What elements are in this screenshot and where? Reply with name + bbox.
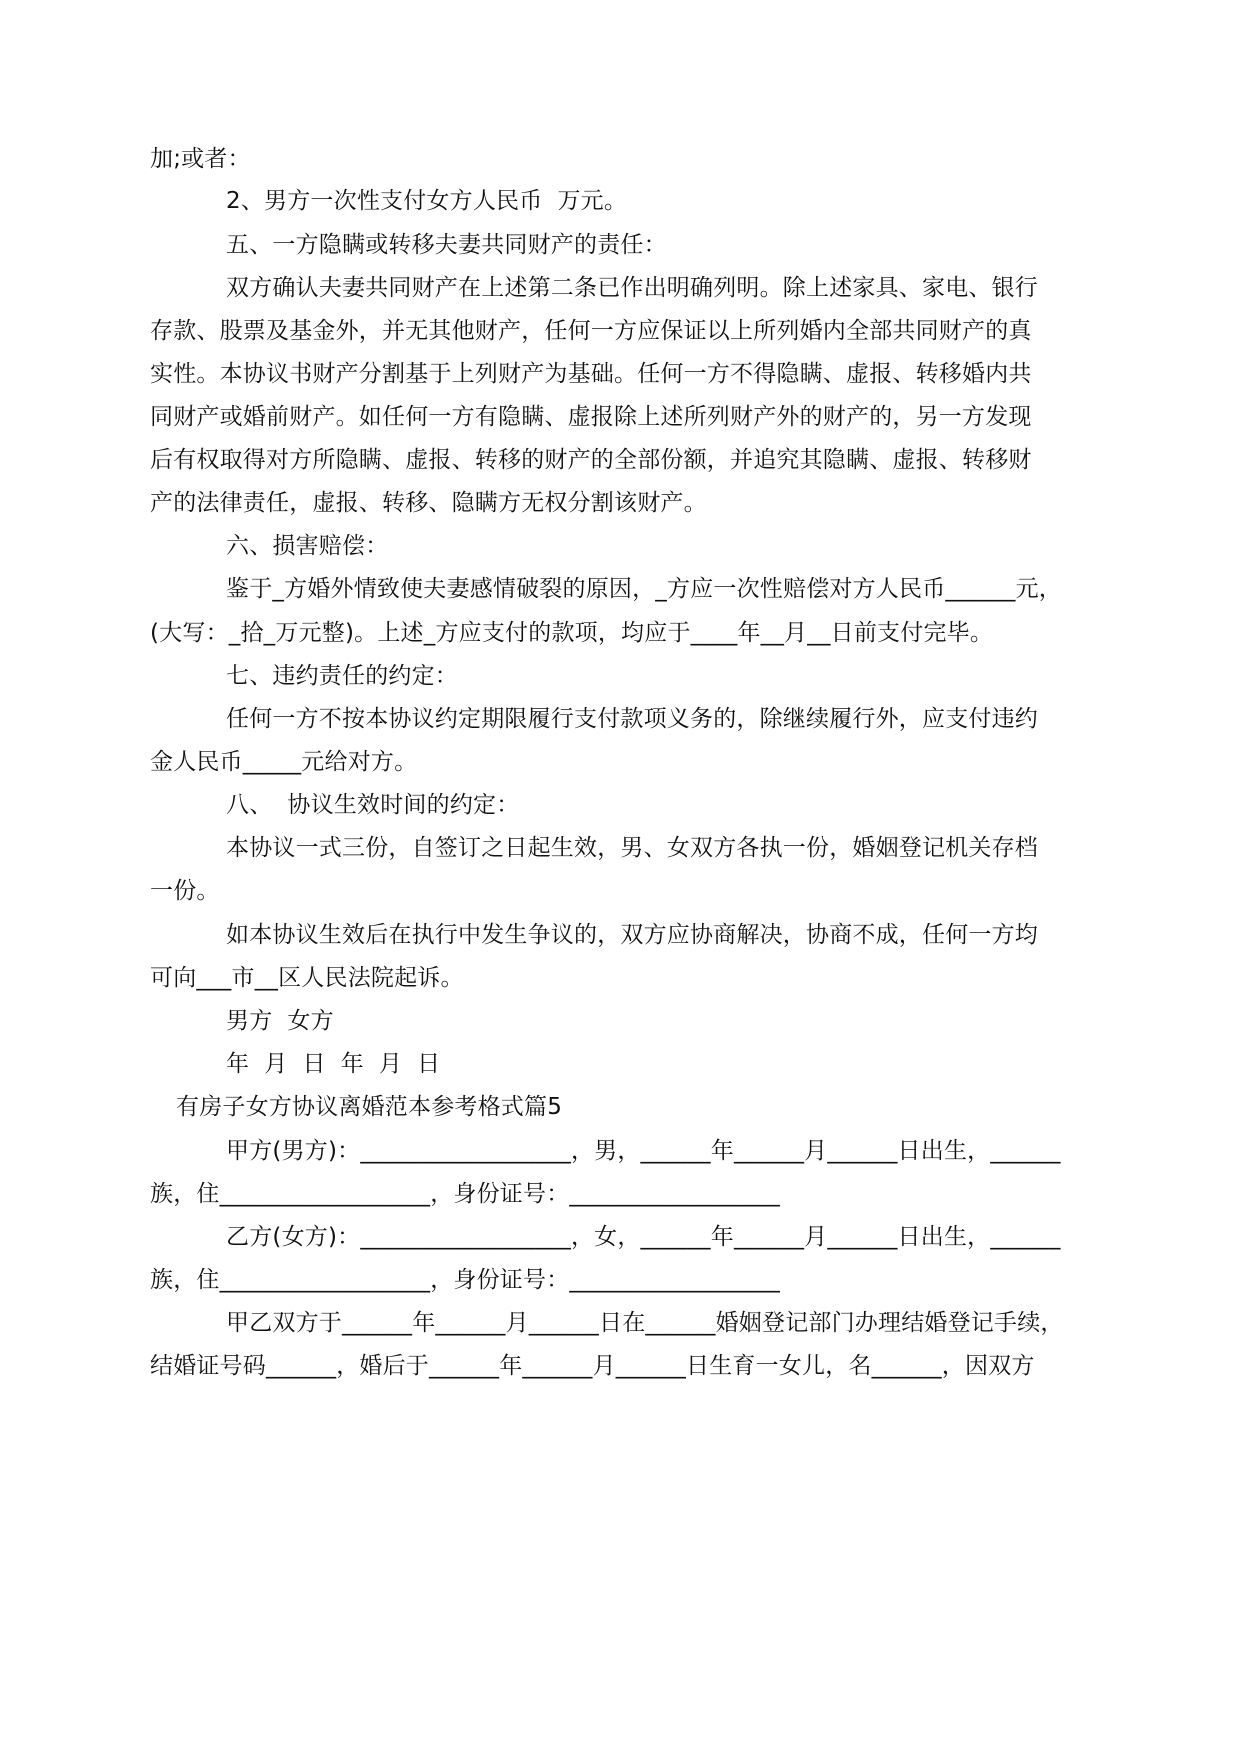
form-line: 族，住__________________，身份证号：__________________ — [150, 1267, 780, 1293]
form-line: 乙方(女方)：__________________，女，______年______月______日出生，______ — [226, 1224, 1061, 1250]
form-line: 甲方(男方)：__________________，男，______年______月______日出生，______ — [226, 1138, 1061, 1164]
paragraph-line: 双方确认夫妻共同财产在上述第二条已作出明确列明。除上述家具、家电、银行 — [226, 275, 1038, 301]
section-heading: 七、违约责任的约定： — [226, 663, 458, 689]
section-heading: 八、 协议生效时间的约定： — [226, 792, 520, 818]
form-line: 结婚证号码______，婚后于______年______月______日生育一女儿，名______，因双方 — [150, 1353, 1035, 1379]
paragraph-line: 产的法律责任，虚报、转移、隐瞒方无权分割该财产。 — [150, 490, 707, 516]
paragraph-line: 实性。本协议书财产分割基于上列财产为基础。任何一方不得隐瞒、虚报、转移婚内共 — [150, 361, 1032, 387]
text-line: 加;或者： — [150, 146, 251, 172]
paragraph-line: 鉴于_方婚外情致使夫妻感情破裂的原因，_方应一次性赔偿对方人民币______元， — [226, 576, 1062, 602]
paragraph-line: 同财产或婚前财产。如任何一方有隐瞒、虚报除上述所列财产外的财产的，另一方发现 — [150, 404, 1032, 430]
paragraph-line: 可向___市__区人民法院起诉。 — [150, 965, 464, 991]
paragraph-line: 任何一方不按本协议约定期限履行支付款项义务的，除继续履行外，应支付违约 — [226, 706, 1038, 732]
paragraph-line: 如本协议生效后在执行中发生争议的，双方应协商解决，协商不成，任何一方均 — [226, 922, 1038, 948]
paragraph-line: 本协议一式三份，自签订之日起生效，男、女双方各执一份，婚姻登记机关存档 — [226, 835, 1038, 861]
paragraph-line: 金人民币_____元给对方。 — [150, 749, 418, 775]
date-line: 年 月 日 年 月 日 — [226, 1051, 441, 1077]
section-heading: 六、损害赔偿： — [226, 533, 389, 559]
signature-line: 男方 女方 — [226, 1008, 334, 1034]
form-line: 甲乙双方于______年______月______日在______婚姻登记部门办理结婚登记手续， — [226, 1310, 1064, 1336]
paragraph-line: (大写：_拾_万元整)。上述_方应支付的款项，均应于____年__月__日前支付完毕。 — [150, 620, 994, 646]
article-title: 有房子女方协议离婚范本参考格式篇5 — [176, 1094, 563, 1120]
text-line: 2、男方一次性支付女方人民币 万元。 — [226, 188, 628, 214]
paragraph-line: 后有权取得对方所隐瞒、虚报、转移的财产的全部份额，并追究其隐瞒、虚报、转移财 — [150, 447, 1032, 473]
paragraph-line: 存款、股票及基金外，并无其他财产，任何一方应保证以上所列婚内全部共同财产的真 — [150, 318, 1032, 344]
paragraph-line: 一份。 — [150, 878, 220, 904]
section-heading: 五、一方隐瞒或转移夫妻共同财产的责任： — [226, 232, 667, 258]
form-line: 族，住__________________，身份证号：__________________ — [150, 1181, 780, 1207]
